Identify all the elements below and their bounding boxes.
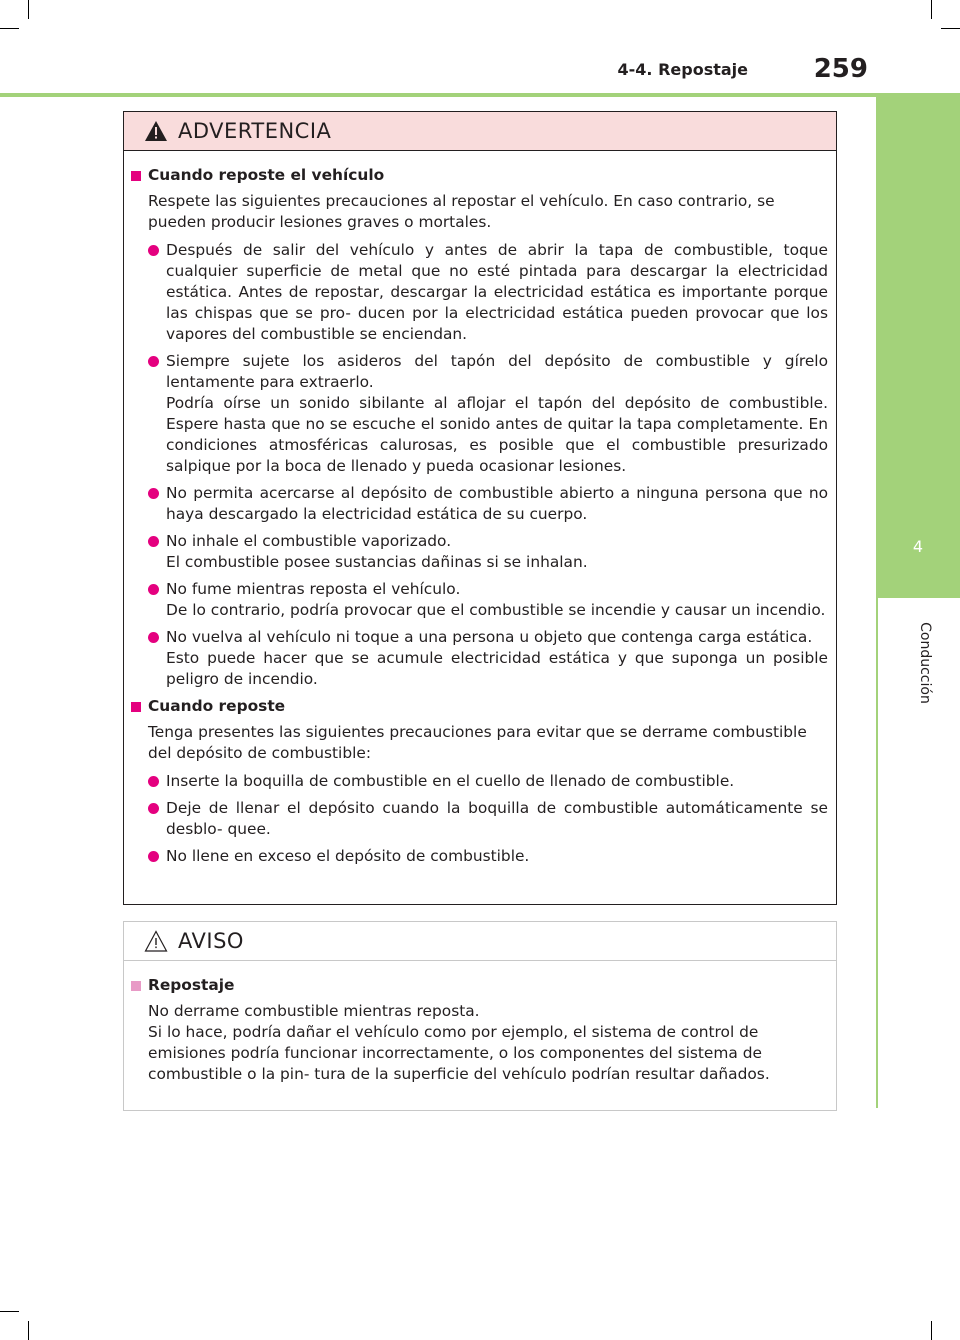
square-bullet-icon [131, 171, 141, 181]
chapter-number: 4 [912, 537, 924, 556]
warning-header [124, 112, 836, 151]
section-heading: Repostaje [131, 975, 828, 996]
crop-mark [941, 28, 960, 29]
crop-mark [0, 28, 19, 29]
section-intro: Respete las siguientes precauciones al repostar el vehículo. En caso contrario, se pueden producir lesiones graves o mortales. [148, 192, 775, 231]
round-bullet-icon [148, 776, 159, 787]
warning-box [123, 111, 837, 905]
round-bullet-icon [148, 488, 159, 499]
round-bullet-icon [148, 245, 159, 256]
list-item: No inhale el combustible vaporizado. El combustible posee sustancias dañinas si se inhalan. [131, 531, 828, 573]
list-item: Deje de llenar el depósito cuando la boquilla de combustible automáticamente se desblo- quee. [131, 798, 828, 840]
notice-title: AVISO [178, 929, 244, 953]
chapter-side-rule [876, 598, 878, 1108]
page-number: 259 [813, 54, 868, 84]
crop-mark [28, 1321, 29, 1340]
section-heading: Cuando reposte el vehículo [131, 165, 828, 186]
crop-mark [931, 0, 932, 19]
list-item: Después de salir del vehículo y antes de abrir la tapa de combustible, toque cualquier superficie de metal que no esté pintada para descargar la electricidad estática. Antes de repostar, descargar la electricidad estática es importante porque las chispas que se pro- ducen por la electricidad estática pueden provocar que los vapores del combustible se enciendan. [131, 240, 828, 345]
warning-title: ADVERTENCIA [178, 119, 332, 143]
header-rule [0, 93, 876, 97]
chapter-name: Conducción [917, 622, 933, 704]
square-bullet-icon [131, 702, 141, 712]
notice-triangle-icon [144, 930, 168, 952]
round-bullet-icon [148, 536, 159, 547]
notice-text: No derrame combustible mientras reposta. Si lo hace, podría dañar el vehículo como por ejemplo, el sistema de control de emisiones podría funcionar incorrectamente, o los componentes del sistema de combustible o la pin- tura de la superficie del vehículo podrían resultar dañados. [148, 1002, 770, 1083]
warning-triangle-icon [144, 120, 168, 142]
list-item: No fume mientras reposta el vehículo. De lo contrario, podría provocar que el combustible se incendie y causar un incendio. [131, 579, 828, 621]
notice-header [124, 922, 836, 961]
notice-box [123, 921, 837, 1111]
square-bullet-icon [131, 981, 141, 991]
section-title: 4-4. Repostaje [617, 60, 748, 79]
crop-mark [931, 1321, 932, 1340]
list-item: Inserte la boquilla de combustible en el cuello de llenado de combustible. [131, 771, 828, 792]
list-item: No llene en exceso el depósito de combustible. [131, 846, 828, 867]
list-item: No permita acercarse al depósito de combustible abierto a ninguna persona que no haya descargado la electricidad estática de su cuerpo. [131, 483, 828, 525]
round-bullet-icon [148, 851, 159, 862]
round-bullet-icon [148, 632, 159, 643]
crop-mark [0, 1311, 19, 1312]
section-intro: Tenga presentes las siguientes precauciones para evitar que se derrame combustible del depósito de combustible: [148, 723, 807, 762]
round-bullet-icon [148, 803, 159, 814]
round-bullet-icon [148, 356, 159, 367]
crop-mark [28, 0, 29, 19]
list-item: No vuelva al vehículo ni toque a una persona u objeto que contenga carga estática. Esto puede hacer que se acumule electricidad estática y que suponga un posible peligro de incendio. [131, 627, 828, 690]
round-bullet-icon [148, 584, 159, 595]
list-item: Siempre sujete los asideros del tapón del depósito de combustible y gírelo lentamente para extraerlo. Podría oírse un sonido sibilante al aflojar el tapón del depósito de combustible. Espere hasta que no se escuche el sonido antes de quitar la tapa completamente. En condiciones atmosféricas calurosas, es posible que el combustible presurizado salpique por la boca de llenado y pueda ocasionar lesiones. [131, 351, 828, 477]
section-heading: Cuando reposte [131, 696, 828, 717]
chapter-side-tab [876, 93, 960, 598]
